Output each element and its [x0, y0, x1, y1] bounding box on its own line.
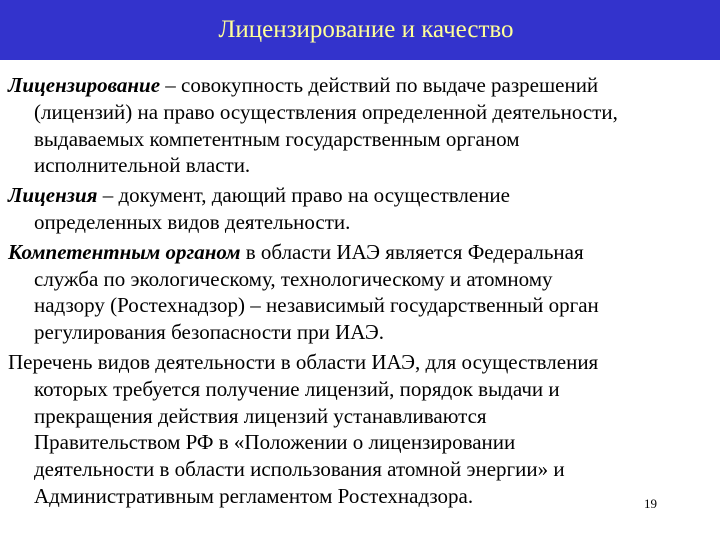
text-line: служба по экологическому, технологическому и атомному: [34, 266, 553, 291]
paragraph: [8, 239, 714, 346]
text-span: Перечень видов деятельности в области ИАЭ, для осуществления: [8, 349, 599, 374]
slide-body: [8, 72, 714, 513]
slide-title: Лицензирование и качество: [218, 16, 514, 43]
paragraph: [8, 349, 714, 510]
text-line: Правительством РФ в «Положении о лицензировании: [34, 430, 516, 455]
text-line: деятельности в области использования атомной энергии» и: [34, 457, 565, 482]
text-line: исполнительной власти.: [34, 153, 251, 178]
text-line: которых требуется получение лицензий, порядок выдачи и: [34, 376, 560, 401]
slide-header: [0, 0, 720, 60]
text-line: регулирования безопасности при ИАЭ.: [34, 320, 385, 345]
paragraph: [8, 72, 714, 179]
text-line: [8, 239, 714, 266]
text-span: – совокупность действий по выдаче разрешений: [160, 73, 599, 97]
page-number: 19: [644, 496, 657, 511]
text-span: в области ИАЭ является Федеральная: [240, 239, 584, 264]
text-line: [8, 72, 714, 99]
text-line: (лицензий) на право осуществления определенной деятельности,: [34, 99, 618, 124]
text-line: прекращения действия лицензий устанавливаются: [34, 403, 487, 428]
defined-term: Компетентным органом: [8, 239, 241, 264]
text-line: выдаваемых компетентным государственным органом: [34, 126, 520, 151]
text-line: [8, 349, 714, 376]
paragraph: [8, 182, 714, 236]
text-line: [8, 182, 714, 209]
text-span: – документ, дающий право на осуществление: [97, 183, 510, 208]
text-line: Административным регламентом Ростехнадзора.: [34, 483, 474, 508]
text-line: надзору (Ростехнадзор) – независимый государственный орган: [34, 293, 599, 318]
defined-term: Лицензия: [8, 183, 98, 208]
text-line: определенных видов деятельности.: [34, 209, 351, 234]
defined-term: Лицензирование: [8, 73, 161, 97]
